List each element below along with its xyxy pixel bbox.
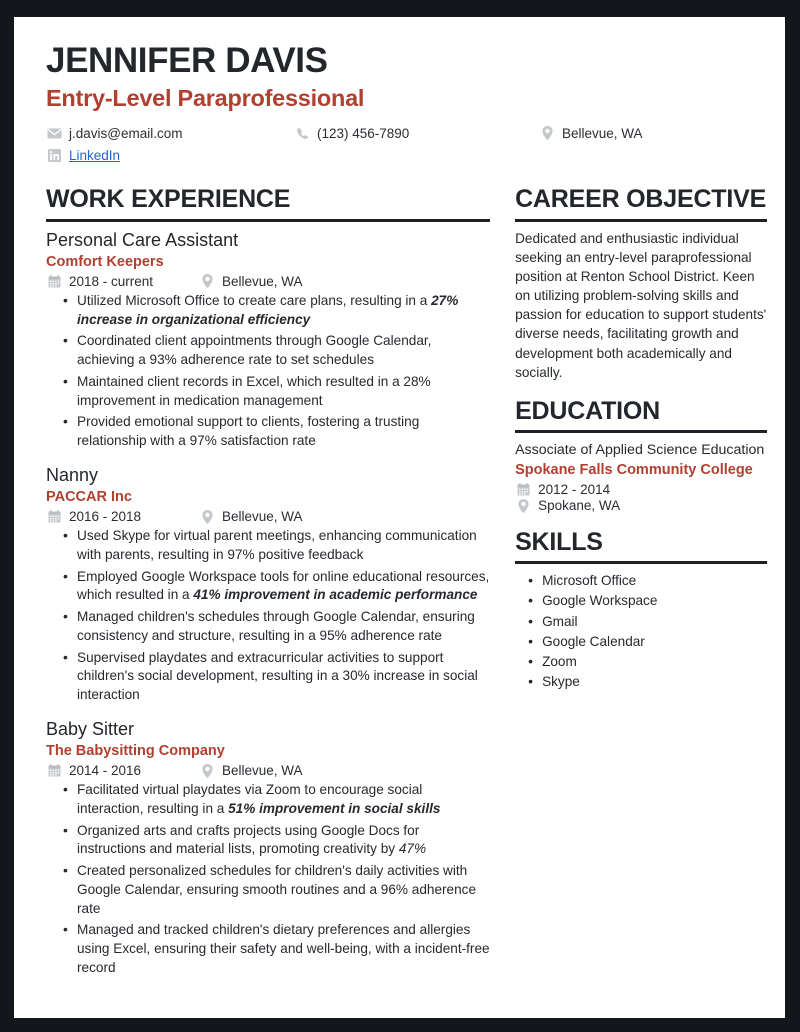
education-degree: Associate of Applied Science Education bbox=[515, 442, 765, 459]
resume-body bbox=[32, 184, 767, 990]
envelope-icon bbox=[46, 126, 63, 141]
bullet-text: Facilitated virtual playdates via Zoom to encourage social interaction, resulting in a bbox=[77, 782, 423, 816]
job-list bbox=[46, 229, 490, 978]
section-work-experience bbox=[46, 184, 490, 977]
job-title: Personal Care Assistant bbox=[46, 229, 239, 250]
contact-linkedin[interactable] bbox=[46, 148, 294, 163]
career-objective-heading: CAREER OBJECTIVE bbox=[515, 185, 767, 214]
section-education bbox=[515, 396, 767, 513]
candidate-job-title: Entry-Level Paraprofessional bbox=[46, 85, 365, 112]
calendar-icon bbox=[515, 482, 532, 497]
job-bullet bbox=[77, 373, 490, 411]
bullet-highlight: 27% increase in organizational efficiency bbox=[77, 292, 459, 327]
phone-icon bbox=[294, 126, 311, 141]
job-bullet bbox=[77, 781, 490, 819]
job-bullet-list bbox=[46, 781, 490, 978]
contact-email[interactable] bbox=[46, 126, 294, 141]
job-location-text: Bellevue, WA bbox=[222, 763, 303, 779]
contact-email-text: j.davis@email.com bbox=[69, 125, 183, 141]
contact-phone-text: (123) 456-7890 bbox=[317, 125, 410, 141]
job-location-text: Bellevue, WA bbox=[222, 273, 303, 289]
job-location bbox=[199, 274, 303, 289]
calendar-icon bbox=[46, 274, 63, 289]
job-dates bbox=[46, 274, 199, 289]
bullet-text: Managed children's schedules through Google Calendar, ensuring consistency and structure, resulting in a 95% adherence rate bbox=[77, 609, 475, 643]
contact-location-text: Bellevue, WA bbox=[562, 125, 643, 141]
job-location bbox=[199, 763, 303, 778]
map-pin-icon bbox=[199, 509, 216, 524]
job-company: Comfort Keepers bbox=[46, 254, 164, 271]
resume-header bbox=[32, 33, 767, 166]
skill-item: • Google Workspace bbox=[542, 591, 767, 611]
linkedin-icon bbox=[46, 148, 63, 163]
bullet-text: Maintained client records in Excel, which resulted in a 28% improvement in medication management bbox=[77, 373, 431, 408]
skills-list bbox=[515, 571, 767, 692]
bullet-text: Coordinated client appointments through Google Calendar, achieving a 93% adherence rate to set schedules bbox=[77, 333, 432, 368]
bullet-highlight: 41% improvement in academic performance bbox=[193, 587, 478, 603]
job-bullet bbox=[77, 527, 490, 565]
work-experience-rule bbox=[46, 219, 490, 222]
contact-location bbox=[539, 126, 759, 141]
education-heading: EDUCATION bbox=[515, 396, 661, 425]
job-bullet bbox=[77, 649, 490, 705]
job-dates-text: 2014 - 2016 bbox=[69, 763, 142, 779]
bullet-text: Supervised playdates and extracurricular activities to support children's social development, resulting in a 30% increase in social interaction bbox=[77, 649, 478, 703]
bullet-text: Used Skype for virtual parent meetings, enhancing communication with parents, resulting in 97% positive feedback bbox=[77, 528, 477, 562]
job-title: Nanny bbox=[46, 464, 99, 485]
section-skills bbox=[515, 527, 767, 692]
map-pin-icon bbox=[199, 274, 216, 289]
job-bullet bbox=[77, 608, 490, 646]
job-bullet bbox=[77, 413, 490, 451]
bullet-highlight: 47% bbox=[398, 841, 427, 857]
job-meta bbox=[46, 274, 490, 289]
bullet-text: Created personalized schedules for children's daily activities with Google Calendar, ensuring smooth routines and a 96% adherence rate bbox=[77, 863, 477, 916]
job-company: The Babysitting Company bbox=[46, 743, 225, 760]
skill-item: • Gmail bbox=[542, 612, 767, 632]
job-meta bbox=[46, 509, 490, 524]
education-school: Spokane Falls Community College bbox=[515, 462, 753, 479]
contact-row-secondary bbox=[46, 144, 767, 166]
career-objective-rule bbox=[515, 219, 767, 222]
education-dates-text: 2012 - 2014 bbox=[538, 482, 611, 498]
job-bullet bbox=[77, 862, 490, 918]
education-rule bbox=[515, 430, 767, 433]
education-meta bbox=[515, 482, 767, 513]
calendar-icon bbox=[46, 763, 63, 778]
candidate-name: JENNIFER DAVIS bbox=[46, 41, 328, 80]
left-column bbox=[32, 184, 490, 990]
skill-item: • Skype bbox=[542, 672, 767, 692]
job-bullet bbox=[77, 332, 490, 370]
section-career-objective bbox=[515, 184, 767, 382]
resume-page bbox=[14, 17, 785, 1018]
education-location-text: Spokane, WA bbox=[538, 498, 621, 514]
right-column bbox=[515, 184, 767, 696]
work-experience-heading: WORK EXPERIENCE bbox=[46, 185, 291, 214]
job-entry bbox=[46, 718, 490, 978]
job-meta bbox=[46, 763, 490, 778]
job-bullet bbox=[77, 568, 490, 606]
job-dates bbox=[46, 763, 199, 778]
job-dates-text: 2018 - current bbox=[69, 273, 154, 289]
contact-phone[interactable] bbox=[294, 126, 539, 141]
bullet-text: Managed and tracked children's dietary preferences and allergies using Excel, ensuring their safety and well-being, with a incident-free record bbox=[77, 922, 490, 975]
skill-item: • Google Calendar bbox=[542, 632, 767, 652]
job-dates bbox=[46, 509, 199, 524]
skill-item: • Zoom bbox=[542, 652, 767, 672]
job-bullet-list bbox=[46, 527, 490, 705]
skill-item: • Microsoft Office bbox=[542, 571, 767, 591]
education-location bbox=[515, 498, 767, 513]
calendar-icon bbox=[46, 509, 63, 524]
map-pin-icon bbox=[199, 763, 216, 778]
job-location bbox=[199, 509, 303, 524]
bullet-text: Provided emotional support to clients, fostering a trusting relationship with a 97% satisfaction rate bbox=[77, 414, 420, 449]
bullet-highlight: 51% improvement in social skills bbox=[228, 800, 441, 816]
contact-linkedin-link[interactable]: LinkedIn bbox=[69, 147, 121, 163]
bullet-text: Employed Google Workspace tools for online educational resources, which resulted in a bbox=[77, 568, 490, 603]
job-bullet bbox=[77, 921, 490, 977]
job-bullet-list bbox=[46, 292, 490, 451]
job-entry bbox=[46, 464, 490, 705]
skills-rule bbox=[515, 561, 767, 564]
job-entry bbox=[46, 229, 490, 451]
map-pin-icon bbox=[539, 126, 556, 141]
job-company: PACCAR Inc bbox=[46, 489, 132, 506]
contact-block bbox=[46, 122, 767, 166]
career-objective-text: Dedicated and enthusiastic individual seeking an entry-level paraprofessional position at Renton School District. Keen on utilizing problem-solving skills and passion for education to support students' diverse needs, facilitating growth and development both academically and socially. bbox=[515, 230, 767, 380]
job-bullet bbox=[77, 292, 490, 330]
contact-row-primary bbox=[46, 122, 767, 144]
bullet-text: Utilized Microsoft Office to create care plans, resulting in a bbox=[77, 292, 432, 308]
job-location-text: Bellevue, WA bbox=[222, 509, 303, 525]
skills-heading: SKILLS bbox=[515, 528, 603, 557]
map-pin-icon bbox=[515, 498, 532, 513]
education-dates bbox=[515, 482, 767, 497]
job-dates-text: 2016 - 2018 bbox=[69, 509, 142, 525]
job-bullet bbox=[77, 822, 490, 860]
job-title: Baby Sitter bbox=[46, 718, 135, 739]
bullet-text: Organized arts and crafts projects using Google Docs for instructions and material lists, promoting creativity by bbox=[77, 822, 420, 857]
